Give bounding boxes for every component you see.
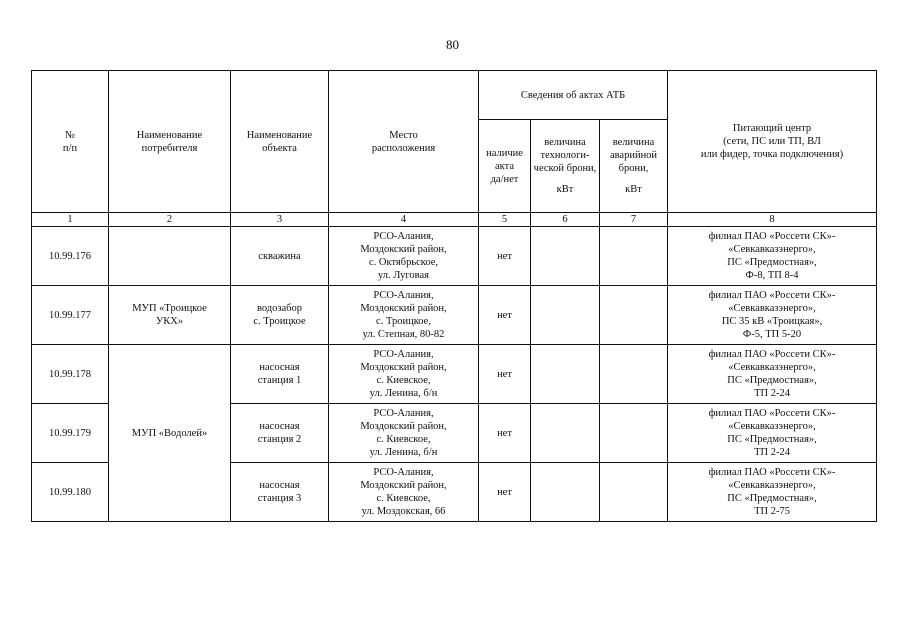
cell-emergency [600,286,668,345]
header-consumer: Наименование потребителя [109,71,231,213]
cell-num: 10.99.179 [32,404,109,463]
column-number: 4 [329,213,479,227]
column-number: 3 [231,213,329,227]
header-tech-reserve-cell [531,120,600,213]
table-row [32,286,877,345]
cell-num: 10.99.178 [32,345,109,404]
atb-table [31,70,877,522]
cell-num: 10.99.176 [32,227,109,286]
header-atb-group: Сведения об актах АТБ [479,71,668,120]
header-tech-unit: кВт [556,184,574,195]
cell-tech [531,286,600,345]
cell-location: РСО-Алания, Моздокский район, с. Троицкое, ул. Степная, 80-82 [329,286,479,345]
cell-act: нет [479,463,531,522]
header-power-center: Питающий центр (сети, ПС или ТП, ВЛ или фидер, точка подключения) [668,71,877,213]
cell-emergency [600,227,668,286]
cell-consumer [109,227,231,286]
cell-object: насосная станция 2 [231,404,329,463]
column-number: 5 [479,213,531,227]
header-emergency-reserve-cell [600,120,668,213]
cell-num: 10.99.180 [32,463,109,522]
cell-act: нет [479,227,531,286]
cell-tech [531,227,600,286]
cell-object: скважина [231,227,329,286]
cell-consumer-merged: МУП «Водолей» [109,345,231,522]
cell-emergency [600,345,668,404]
cell-tech [531,404,600,463]
header-emergency-reserve: величина аварийной брони, [609,137,658,174]
cell-emergency [600,463,668,522]
cell-object: насосная станция 3 [231,463,329,522]
cell-object: водозабор с. Троицкое [231,286,329,345]
cell-power-center: филиал ПАО «Россети СК»- «Севкавказэнерго», ПС «Предмостная», ТП 2-75 [668,463,877,522]
cell-consumer: МУП «Троицкое УКХ» [109,286,231,345]
cell-act: нет [479,404,531,463]
cell-power-center: филиал ПАО «Россети СК»- «Севкавказэнерго», ПС 35 кВ «Троицкая», Ф-5, ТП 5-20 [668,286,877,345]
header-row [32,71,877,120]
page-number: 80 [446,37,459,52]
table-row [32,227,877,286]
cell-power-center: филиал ПАО «Россети СК»- «Севкавказэнерго», ПС «Предмостная», Ф-8, ТП 8-4 [668,227,877,286]
column-number: 6 [531,213,600,227]
cell-location: РСО-Алания, Моздокский район, с. Киевское, ул. Моздокская, 66 [329,463,479,522]
header-tech-reserve: величина технологи- ческой брони, [533,137,597,174]
cell-tech [531,345,600,404]
cell-power-center: филиал ПАО «Россети СК»- «Севкавказэнерго», ПС «Предмостная», ТП 2-24 [668,404,877,463]
cell-act: нет [479,345,531,404]
cell-location: РСО-Алания, Моздокский район, с. Киевское, ул. Ленина, б/н [329,345,479,404]
table-row [32,345,877,404]
cell-tech [531,463,600,522]
cell-power-center: филиал ПАО «Россети СК»- «Севкавказэнерго», ПС «Предмостная», ТП 2-24 [668,345,877,404]
header-location: Место расположения [329,71,479,213]
cell-num: 10.99.177 [32,286,109,345]
cell-location: РСО-Алания, Моздокский район, с. Киевское, ул. Ленина, б/н [329,404,479,463]
column-number-row [32,213,877,227]
header-act-presence: наличие акта да/нет [479,120,531,213]
header-num: № п/п [32,71,109,213]
column-number: 1 [32,213,109,227]
cell-location: РСО-Алания, Моздокский район, с. Октябрьское, ул. Луговая [329,227,479,286]
cell-emergency [600,404,668,463]
header-emergency-unit: кВт [625,184,642,195]
column-number: 7 [600,213,668,227]
header-object: Наименование объекта [231,71,329,213]
column-number: 2 [109,213,231,227]
column-number: 8 [668,213,877,227]
cell-object: насосная станция 1 [231,345,329,404]
cell-act: нет [479,286,531,345]
